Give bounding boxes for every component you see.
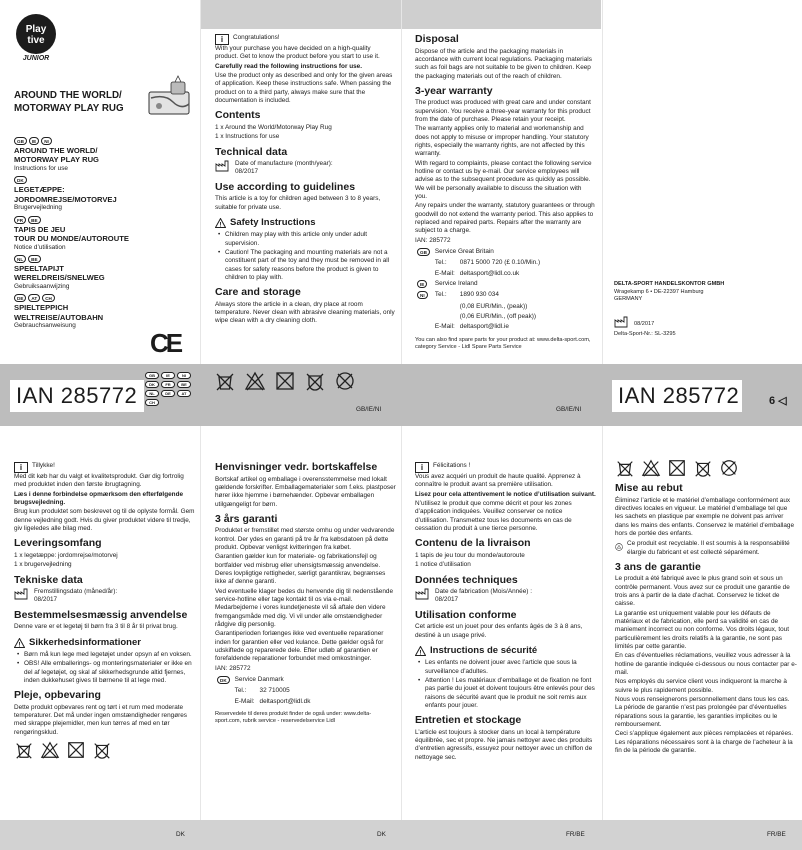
warranty-heading: 3 års garanti	[215, 512, 278, 525]
manufacture-date	[215, 160, 395, 177]
disposal-text: Éliminez l’article et le matériel d’emballage conformément aux directives locales en vigueur. Le matériel d’emballage tel que les sachets en plastique par exemple ne doivent pas arriver dans les mains des enfants. Conservez le matériel d’emballage hors de portée des enfants.	[615, 496, 795, 537]
safety-item: • OBS! Alle emballerings- og monteringsmaterialer er ikke en del af legetøjet, og skal af sikkerhedsgrunde altid fjernes, inden dukkehuset gives til børnene til at lege med.	[24, 660, 196, 685]
language-block	[14, 216, 194, 252]
congrats-text: Med dit køb har du valgt et kvalitetsprodukt. Gør dig fortrolig med produktet inden den første ibrugtagning.	[14, 473, 184, 489]
language-list	[14, 134, 194, 330]
tel-label: Tel.:	[234, 687, 247, 695]
service-name: Service Ireland	[434, 279, 478, 287]
care-text: L’article est toujours à stocker dans un local à température équilibrée, sec et propre. Ne jamais nettoyer avec des produits d’entretien agressifs, essuyez pour nettoyer avec un chiffon de nettoyage sec.	[415, 728, 593, 761]
battery-symbol: 6 ◁	[769, 395, 787, 407]
safety-list	[14, 651, 196, 685]
disposal-heading: Disposal	[415, 34, 459, 45]
warranty-text: Garantien gælder kun for materiale- og fabrikationsfejl og bortfalder ved misbrug eller uhensigtsmæssig anvendelse. Deres lovpligtige rettigheder, særligt garantikrav, begrænses ikke af denne garanti.	[215, 553, 386, 586]
service-name: Service Great Britain	[434, 247, 494, 255]
language-title: SPIELTEPPICH WELTREISE/AUTOBAHN	[14, 303, 104, 322]
language-block	[14, 176, 194, 212]
factory-icon	[14, 588, 30, 600]
country-flags	[14, 137, 194, 145]
ce-mark: CE	[150, 328, 181, 358]
crossed-bin-icon	[14, 740, 34, 760]
email-value: deltasport@lidl.ie	[459, 323, 509, 331]
factory-icon	[614, 316, 630, 328]
crossed-triangle-icon	[40, 740, 60, 760]
triman-icon	[615, 540, 623, 554]
tel-value: 0871 5000 720 (£ 0.10/Min.)	[459, 259, 541, 267]
dk-panel-1	[14, 462, 196, 816]
language-block	[14, 255, 194, 291]
country-badge: BE	[177, 381, 191, 388]
safety-item: • Children may play with this article only under adult supervision.	[225, 231, 395, 248]
warning-icon	[14, 638, 25, 648]
country-badge: AT	[177, 390, 191, 397]
safety-item: • Attention ! Les matériaux d’emballage et de fixation ne font pas partie du jouet et doivent toujours être enlevés pour des raisons de sécurité avant que le produit ne soit remis aux enfants pour jouer.	[425, 677, 597, 710]
country-badge: NL	[145, 390, 159, 397]
use-heading: Use according to guidelines	[215, 180, 356, 193]
use-heading: Bestemmelsesmæssig anvendelse	[14, 608, 188, 621]
factory-icon	[215, 160, 231, 172]
ian-line: IAN: 285772	[415, 236, 451, 244]
svg-text:tive: tive	[27, 35, 45, 46]
use-heading: Utilisation conforme	[415, 608, 517, 621]
section-footer: DK	[377, 831, 386, 838]
country-badge: BE	[28, 255, 40, 263]
contents-heading: Contents	[215, 109, 261, 122]
contents-item: 1 x Around the World/Motorway Play Rug	[215, 123, 332, 131]
delta-sport-number: Delta-Sport-Nr.: SL-3295	[614, 331, 676, 338]
usage-text: Use the product only as described and only for the given areas of application. Keep these instructions safe. When passing the product on to a third party, always make sure that the documentation is included.	[215, 71, 393, 104]
read-instructions: Carefully read the following instructions for use.	[215, 62, 363, 70]
use-text: Cet article est un jouet pour des enfants âgés de 3 à 8 ans, destiné à un usage privé.	[415, 623, 583, 639]
info-icon: i	[415, 462, 429, 473]
country-badge: GB	[145, 372, 159, 379]
usage-text: N’utilisez le produit que comme décrit et pour les zones d’application indiquées. Veuillez conserver ce notice d’utilisation. Transmettez tous les documents en cas de cessation du produit à une tierce personne.	[415, 499, 572, 532]
manufacturer-address	[614, 281, 794, 339]
disposal-heading: Mise au rebut	[615, 482, 683, 494]
congrats-block	[415, 462, 597, 473]
congrats-heading: Félicitations !	[433, 462, 471, 469]
section-footer: GB/IE/NI	[356, 406, 382, 413]
date-label: Fremstillingsdato (måned/år):	[34, 588, 118, 596]
language-doc: Instructions for use	[14, 164, 68, 172]
disposal-text: Bortskaf artikel og emballage i overensstemmelse med lokalt gældende forskrifter. Emballagematerialer som f.eks. plastposer hører ikke hjemme i børnehænder. Opbevar emballagen utilgængeligt for børn.	[215, 475, 396, 508]
congrats-block	[215, 34, 395, 45]
recycle-text: Ce produit est recyclable. Il est soumis à la responsabilité élargie du fabricant et est collecté séparément.	[627, 540, 790, 556]
date-value: 08/2017	[435, 596, 459, 604]
country-badge: GB	[14, 137, 27, 145]
tel-value: (0,08 EUR/Min., (peak))	[459, 302, 528, 310]
address-date-value: 08/2017	[634, 320, 655, 327]
fr-panel-1	[415, 462, 597, 816]
country-badge: NI	[177, 372, 191, 379]
contents-item: 1 tapis de jeu tour du monde/autoroute	[415, 551, 525, 559]
safety-list	[415, 659, 597, 710]
congrats-text: With your purchase you have decided on a high-quality product. Get to know the product before you start to use it.	[215, 45, 380, 61]
crossed-cup-icon	[693, 458, 713, 478]
crossed-circle-icon	[719, 458, 739, 478]
warranty-text: The product was produced with great care and under constant supervision. You receive a three-year warranty for this product from the date of purchase. Please retain your receipt.	[415, 99, 591, 124]
company-street: Wragekamp 6 • DE-22397 Hamburg	[614, 288, 704, 295]
manufacture-date	[415, 588, 597, 605]
disposal-icons	[214, 370, 356, 392]
svg-text:Play: Play	[25, 24, 47, 35]
spare-parts-text: Reservedele til deres produkt finder de også under: www.delta-sport.com, rubrik service - reservedelservice Lidl	[215, 710, 372, 725]
warranty-text: Nous vous renseignerons personnellement dans tous les cas. La période de garantie n’est pas prolongée par d’éventuelles réparations sous la garantie, les garanties implicites ou le remboursement.	[615, 695, 790, 728]
contents-heading: Leveringsomfang	[14, 537, 102, 550]
disposal-icons	[615, 458, 797, 478]
disposal-icons	[14, 740, 196, 760]
crossed-triangle-icon	[244, 370, 266, 392]
read-instructions: Læs i denne forbindelse opmærksom den efterfølgende brugsvejledning.	[14, 490, 184, 506]
warning-icon	[215, 218, 226, 228]
language-title: AROUND THE WORLD/ MOTORWAY PLAY RUG	[14, 146, 99, 165]
use-text: This article is a toy for children aged between 3 to 8 years, suitable for private use.	[215, 195, 381, 211]
language-doc: Gebrauchsanweisung	[14, 322, 76, 330]
congrats-heading: Congratulations!	[233, 34, 280, 41]
email-label: E-Mail:	[234, 697, 255, 705]
section-footer: FR/BE	[767, 831, 786, 838]
info-icon: i	[215, 34, 229, 45]
country-badge: NL	[14, 255, 26, 263]
contents-heading: Contenu de la livraison	[415, 537, 531, 550]
contents-item: 1 x Instructions for use	[215, 133, 280, 141]
disposal-text: Dispose of the article and the packaging materials in accordance with current local regulations. Packaging materials such as foil bags are not suitable to be given to children. Keep the packaging materials out of the reach of children.	[415, 47, 592, 80]
ian-number: IAN 285772	[612, 380, 742, 412]
playtive-junior-logo	[14, 10, 58, 62]
warranty-text: En cas d’éventuelles réclamations, veuillez vous adresser à la hotline de garantie indiquée ci-dessous ou nous contacter par e-mail.	[615, 652, 797, 676]
tel-value: 1890 930 034	[459, 291, 499, 299]
language-doc: Notice d’utilisation	[14, 243, 66, 251]
date-value: 08/2017	[34, 596, 58, 604]
ian-number: IAN 285772	[10, 380, 144, 412]
country-flags	[14, 294, 194, 302]
section-footer: FR/BE	[566, 831, 585, 838]
language-block	[14, 294, 194, 330]
spare-parts-text: You can also find spare parts for your product at: www.delta-sport.com, category Service - Lidl Spare Parts Service	[415, 336, 591, 350]
date-label: Date de fabrication (Mois/Année) :	[435, 588, 532, 596]
country-badge: FR	[14, 216, 26, 224]
country-badge: CH	[145, 399, 159, 406]
tel-value: 32 710005	[259, 687, 290, 695]
safety-list	[215, 231, 395, 282]
safety-item: • Les enfants ne doivent jouer avec l’article que sous la surveillance d’adultes.	[425, 659, 597, 676]
company-country: GERMANY	[614, 296, 643, 303]
warranty-text: Ved eventuelle klager bedes du henvende dig til nedenstående service-hotline eller tage kontakt til os via e-mail. Medarbejderne i vores kundetjeneste vil så aftale den videre fremgangsmåde med dig. Vi vil under alle omstændigheder rådgive dig personlig.	[215, 587, 394, 629]
gb-panel-2	[415, 34, 595, 362]
contents-item: 1 x legetæppe: jordomrejse/motorvej	[14, 551, 118, 559]
country-badge: AT	[28, 294, 40, 302]
recycle-note	[615, 540, 797, 557]
tech-heading: Données techniques	[415, 573, 518, 586]
safety-item: • Caution! The packaging and mounting materials are not a constituent part of the toy and they must be removed in all cases for safety reasons before the product is given to children to play with.	[225, 249, 395, 282]
language-doc: Brugervejledning	[14, 204, 62, 212]
company-name: DELTA-SPORT HANDELSKONTOR GMBH	[614, 281, 725, 287]
fr-panel-2	[615, 458, 797, 816]
country-badge: CH	[42, 294, 55, 302]
warranty-text: Produktet er fremstillet med største omhu og under vedvarende kontrol. Der ydes en garanti på tre år fra købsdatoen på dette produkt. Opbevar venligst kvitteringen fra købet.	[215, 527, 395, 552]
disposal-heading: Henvisninger vedr. bortskaffelse	[215, 462, 378, 473]
warning-icon	[415, 646, 426, 656]
crossed-bin-icon	[214, 370, 236, 392]
date-value: 08/2017	[235, 168, 259, 176]
crossed-cup-icon	[92, 740, 112, 760]
svg-text:!: !	[18, 642, 21, 648]
warranty-text: Nos employés du service client vous indiqueront la marche à suivre le plus rapidement possible.	[615, 678, 787, 694]
safety-title: Instructions de sécurité	[430, 644, 538, 656]
product-title: AROUND THE WORLD/ MOTORWAY PLAY RUG	[14, 90, 124, 114]
svg-text:!: !	[419, 650, 422, 657]
warranty-heading: 3-year warranty	[415, 84, 493, 97]
tel-value: (0,06 EUR/Min., (off peak))	[459, 312, 537, 320]
dk-panel-2	[215, 462, 397, 816]
country-badge: NI	[41, 137, 52, 145]
care-heading: Entretien et stockage	[415, 714, 522, 727]
crossed-box-icon	[667, 458, 687, 478]
info-icon: i	[14, 462, 28, 473]
factory-icon	[415, 588, 431, 600]
country-flags	[14, 255, 194, 263]
warranty-text: Garantiperioden forlænges ikke ved eventuelle reparationer inden for garantien eller ved kulance. Dette gælder også for udskiftede og reparerede dele. Efter udløb af garantien er forefaldende reparationer forbundet med omkostninger.	[215, 630, 384, 663]
country-badge: IE	[161, 372, 175, 379]
country-badge: BE	[28, 216, 40, 224]
warranty-heading: 3 ans de garantie	[615, 560, 701, 573]
warranty-text: La garantie est uniquement valable pour les défauts de matériaux et de fabrication, elle perd sa validité en cas de maniement incorrect ou non conforme. Vos droits légaux, tout particulièrement les droits relatifs à la garantie, ne sont pas limités par cette garantie.	[615, 609, 790, 651]
country-badge: DE	[161, 390, 175, 397]
care-heading: Pleje, opbevaring	[14, 689, 101, 702]
country-badge: DE	[14, 294, 26, 302]
email-value: deltasport@lidl.co.uk	[459, 269, 520, 277]
care-heading: Care and storage	[215, 286, 301, 299]
crossed-triangle-icon	[641, 458, 661, 478]
warranty-text: Any repairs under the warranty, statutory guarantees or through goodwill do not extend the warranty period. This also applies to replaced and repaired parts. Repairs after the warranty are subject to a charge.	[415, 202, 595, 235]
congrats-block	[14, 462, 196, 473]
country-badge: DK	[14, 176, 27, 184]
crossed-box-icon	[274, 370, 296, 392]
contents-item: 1 notice d’utilisation	[415, 561, 471, 569]
email-label: E-Mail:	[434, 323, 455, 331]
country-badge: IE	[29, 137, 39, 145]
manufacture-date	[14, 588, 196, 605]
language-title: SPEELTAPIJT WERELDREIS/SNELWEG	[14, 263, 105, 283]
section-footer: GB/IE/NI	[556, 406, 582, 413]
country-flags	[14, 216, 194, 224]
congrats-text: Vous avez acquéri un produit de haute qualité. Apprenez à connaître le produit avant sa première utilisation.	[415, 473, 581, 489]
warranty-text: Ceci s’applique également aux pièces remplacées et réparées. Les réparations nécessaires sont à la charge de l’acheteur à la fin de la période de garantie.	[615, 730, 793, 754]
country-badge: FR	[161, 381, 175, 388]
country-badge: DK	[145, 381, 159, 388]
service-table: DK Service Danmark Tel.: 32 710005 E-Mail: deltasport@lidl.dk	[215, 674, 315, 708]
warranty-text: Le produit a été fabriqué avec le plus grand soin et sous un contrôle permanent. Vous avez sur ce produit une garantie de trois ans à partir de la date d’achat. Conservez le ticket de caisse.	[615, 575, 790, 608]
ian-line: IAN: 285772	[215, 664, 251, 672]
language-doc: Gebruiksaanwijzing	[14, 282, 70, 290]
language-block	[14, 137, 194, 173]
email-label: E-Mail:	[434, 269, 455, 277]
contents-item: 1 x brugervejledning	[14, 561, 72, 569]
tech-heading: Technical data	[215, 145, 288, 158]
safety-title: Safety Instructions	[230, 216, 316, 228]
crossed-circle-icon	[334, 370, 356, 392]
safety-heading	[415, 645, 597, 657]
congrats-heading: Tillykke!	[32, 462, 55, 469]
service-name: Service Danmark	[234, 675, 284, 683]
email-value: deltasport@lidl.dk	[259, 697, 311, 705]
warranty-text: The warranty applies only to material and workmanship and does not apply to misuse or improper handling. Your statutory rights, especially the warranty rights, are not affected by this warranty.	[415, 125, 589, 158]
section-footer: DK	[176, 831, 185, 838]
address-date	[614, 316, 794, 329]
language-title: TAPIS DE JEU TOUR DU MONDE/AUTOROUTE	[14, 224, 129, 244]
care-text: Dette produkt opbevares rent og tørt i et rum med moderate temperaturer. Det må under ingen omstændigheder rengøres med skrappe plejemidler, men kun tørres af med en tør rengøringsklud.	[14, 703, 187, 736]
ian-country-badges	[145, 372, 191, 406]
crossed-cup-icon	[304, 370, 326, 392]
warranty-text: With regard to complaints, please contact the following service hotline or contact us by e-mail. Our service employees will advise as to the subsequent procedure as quickly as possible. We will be personally available to discuss the situation with you.	[415, 159, 592, 201]
tech-heading: Tekniske data	[14, 573, 83, 586]
service-table: GB Service Great Britain Tel.: 0871 5000 720 (£ 0.10/Min.) E-Mail: deltasport@lidl.co.uk IE Service Ireland NI Tel.: 1890 930 034 (0,08 EUR/Min., (peak)) (0,06 EUR/Min., (off peak)) E-Mail: deltasport@lidl.ie	[415, 246, 545, 334]
care-text: Always store the article in a clean, dry place at room temperature. Never clean with abrasive cleaning materials, only wipe clean with a dry cleaning cloth.	[215, 300, 395, 325]
read-instructions: Lisez pour cela attentivement le notice d’utilisation suivant.	[415, 490, 596, 498]
tel-label: Tel.:	[434, 291, 447, 299]
usage-text: Brug kun produktet som beskrevet og til de oplyste formål. Gem denne vejledning godt. Hvis du giver produktet videre til tredje, giv ligeledes alle bilag med.	[14, 508, 195, 532]
country-flags	[14, 176, 194, 184]
safety-heading	[215, 217, 395, 229]
safety-item: • Børn må kun lege med legetøjet under opsyn af en voksen.	[24, 651, 196, 659]
play-rug-illustration	[145, 72, 193, 120]
use-text: Denne vare er et legetøj til børn fra 3 til 8 år til privat brug.	[14, 623, 178, 631]
bottom-gray-band	[0, 820, 802, 850]
date-label: Date of manufacture (month/year):	[235, 160, 333, 168]
safety-heading	[14, 637, 196, 649]
gb-panel-1	[215, 34, 395, 362]
crossed-box-icon	[66, 740, 86, 760]
svg-text:!: !	[219, 222, 222, 229]
safety-title: Sikkerhedsinformationer	[29, 636, 141, 648]
tel-label: Tel.:	[434, 259, 447, 267]
language-title: LEGETÆPPE: JORDOMREJSE/MOTORVEJ	[14, 185, 117, 204]
svg-text:JUNIOR: JUNIOR	[22, 55, 50, 62]
crossed-bin-icon	[615, 458, 635, 478]
